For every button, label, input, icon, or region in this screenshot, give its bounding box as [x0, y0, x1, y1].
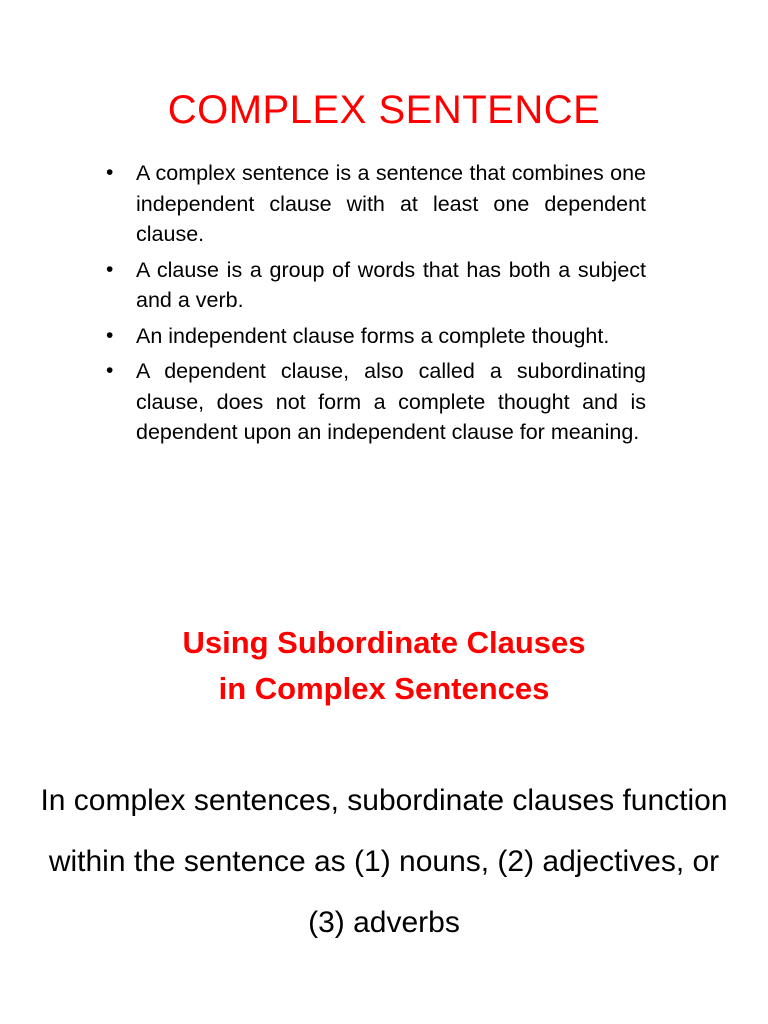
section-heading-line-1: Using Subordinate Clauses	[182, 625, 586, 660]
body-paragraph: In complex sentences, subordinate clauses function within the sentence as (1) nouns, (2) adjectives, or (3) adverbs	[40, 784, 728, 939]
bullet-item-clause	[104, 255, 646, 316]
bullet-text: A dependent clause, also called a subordinating clause, does not form a complete thought and is dependent upon an independent clause for meaning.	[136, 359, 646, 444]
bullet-item-dependent-clause	[104, 356, 646, 448]
bullet-item-independent-clause	[104, 321, 646, 352]
bullet-marker-icon: •	[106, 257, 114, 281]
bullet-marker-icon: •	[106, 323, 114, 347]
bullet-marker-icon: •	[106, 161, 114, 184]
section-heading-line-2: in Complex Sentences	[218, 671, 550, 706]
section-heading	[0, 620, 768, 712]
slide-title: COMPLEX SENTENCE	[167, 88, 601, 132]
bullet-item-definition	[104, 158, 646, 250]
bullet-text: A clause is a group of words that has both a subject and a verb.	[136, 257, 646, 312]
bullet-marker-icon: •	[106, 359, 114, 382]
bullet-text: An independent clause forms a complete thought.	[136, 323, 610, 348]
bullet-text: A complex sentence is a sentence that combines one independent clause with at least one dependent clause.	[136, 161, 646, 246]
bullet-list	[104, 158, 646, 453]
